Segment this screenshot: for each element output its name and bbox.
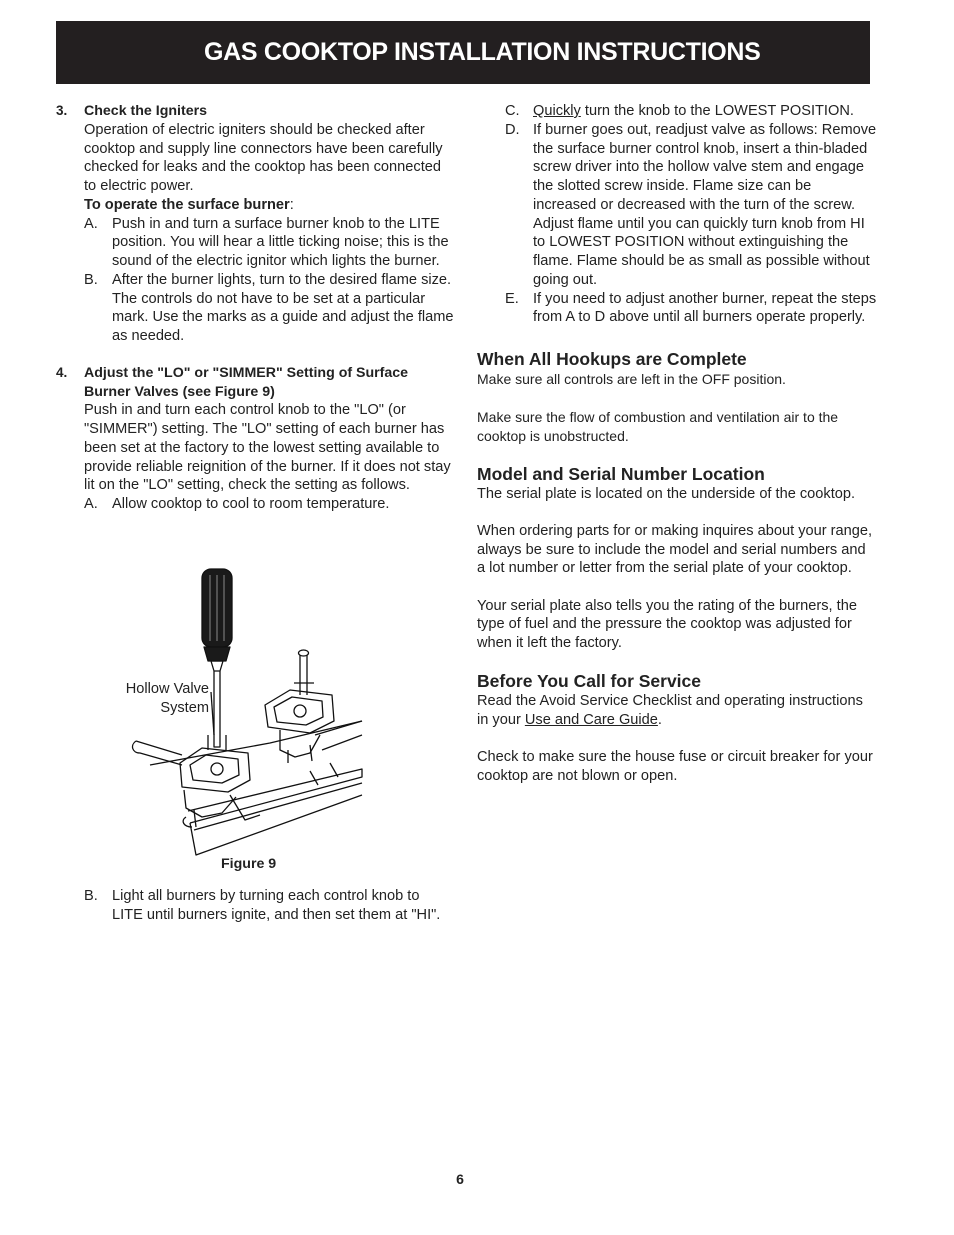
quickly-emphasis: Quickly [533,103,581,119]
page-banner: GAS COOKTOP INSTALLATION INSTRUCTIONS [56,21,870,84]
step-number: 4. [56,364,68,380]
step-body: Push in and turn each control knob to the "LO" (or "SIMMER") setting. The "LO" setting of each burner has been set at the factory to the lowest setting available to provide reliable reignition of the burner. If it does not stay lit on the "LO" setting, check the setting as follows. [84,402,451,494]
use-care-guide-link: Use and Care Guide [524,711,658,728]
serial-heading: Model and Serial Number Location [477,463,765,484]
item-d: D. If burner goes out, readjust valve as follows: Remove the surface burner control knob, insert a thin-bladed screw driver into the hollow valve stem and engage the slotted screw inside. Flame size can be increased or decreased with the turn of the screw. Adjust flame until you can quickly turn knob from HI to LOWEST POSITION without extinguishing the flame. Flame should be as small as possible without going out. [505,121,877,288]
page-number: 6 [456,1171,464,1187]
right-column [477,102,877,785]
item-c: C. Quickly turn the knob to the LOWEST POSITION. [505,103,854,119]
step-body: Operation of electric igniters should be checked after cooktop and supply line connectors have been carefully checked for leaks and the cooktop has been connected to electric power. [84,121,443,194]
serial-p1: The serial plate is located on the underside of the cooktop. [477,485,856,502]
service-p1: Read the Avoid Service Checklist and operating instructions in your Use and Care Guide. [477,692,863,728]
service-p2: Check to make sure the house fuse or circuit breaker for your cooktop are not blown or open. [477,748,873,784]
step-4 [56,364,456,514]
hookups-heading: When All Hookups are Complete [477,349,747,369]
step-heading: Check the Igniters [84,103,207,119]
step3-item-b: B. After the burner lights, turn to the desired flame size. The controls do not have to be set at a particular mark. Use the marks as a guide and adjust the flame as needed. [84,271,454,344]
step4-item-b-wrap [84,887,454,925]
step4-item-a: A. Allow cooktop to cool to room temperature. [84,496,390,512]
service-heading: Before You Call for Service [477,670,702,691]
hookups-p1: Make sure all controls are left in the OFF position. [477,371,786,387]
valve-figure-illustration [110,565,370,865]
figure-label: Hollow Valve System [125,681,209,716]
left-column [56,102,456,514]
operate-label: To operate the surface burner: [84,196,294,213]
item-e: E. If you need to adjust another burner, repeat the steps from A to D above until all burners operate properly. [505,290,877,326]
step-heading: Adjust the "LO" or "SIMMER" Setting of Surface Burner Valves (see Figure 9) [84,364,409,400]
step4-item-b: B. Light all burners by turning each control knob to LITE until burners ignite, and then set them at "HI". [84,888,441,923]
hookups-p2: Make sure the flow of combustion and ventilation air to the cooktop is unobstructed. [477,408,839,444]
figure-caption: Figure 9 [221,856,277,872]
step-number: 3. [56,103,68,118]
serial-p2: When ordering parts for or making inquires about your range, always be sure to include the model and serial numbers and a lot number or letter from the serial plate of your cooktop. [477,522,873,577]
serial-p3: Your serial plate also tells you the rating of the burners, the type of fuel and the pressure the cooktop was adjusted for when it left the factory. [477,597,857,651]
step3-item-a: A. Push in and turn a surface burner knob to the LITE position. You will hear a little ticking noise; this is the sound of the electric ignitor which lights the burner. [84,215,449,269]
step-3 [56,102,456,346]
